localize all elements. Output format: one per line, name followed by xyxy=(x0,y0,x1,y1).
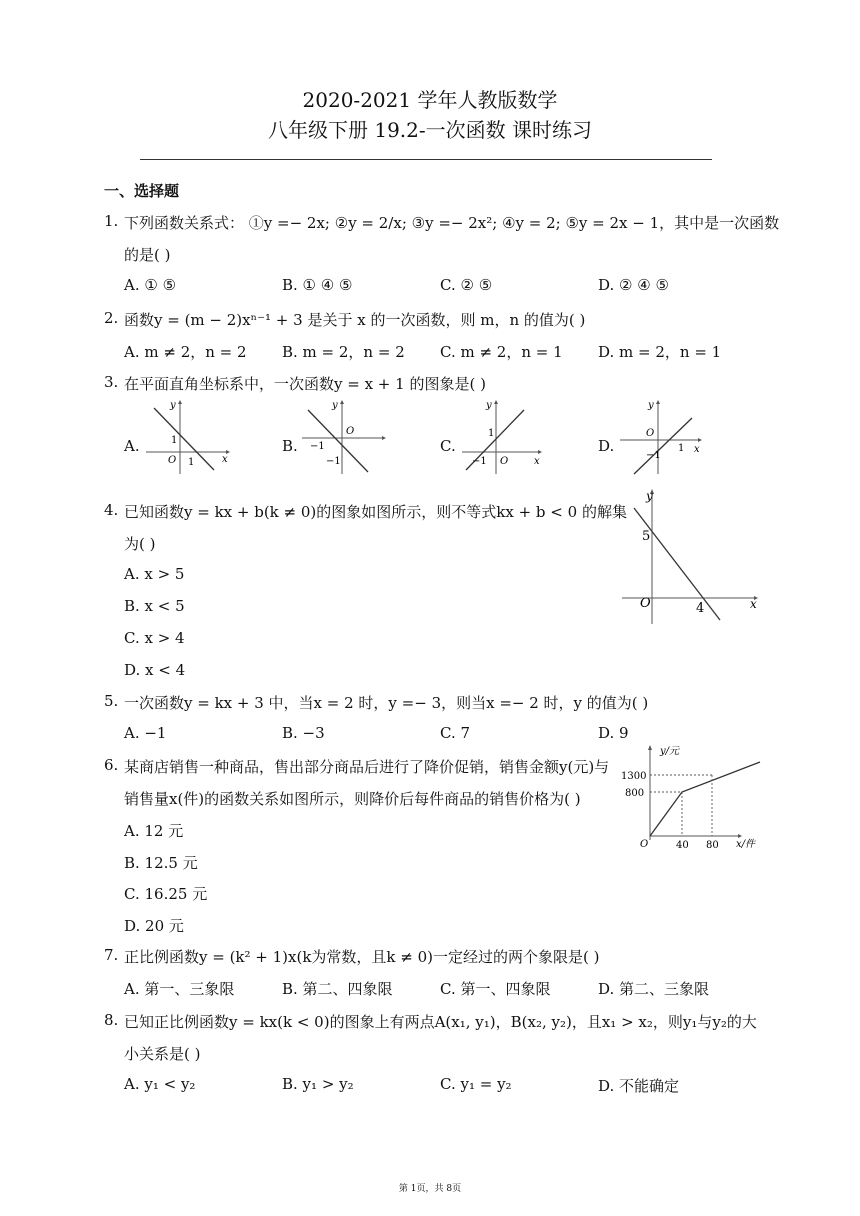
y-axis-label: y xyxy=(648,400,654,411)
option-d[interactable]: D. xyxy=(598,437,615,455)
question-text-cont: 的是( ) xyxy=(124,246,171,264)
graph-option-d xyxy=(616,398,706,476)
y-intercept-label: 5 xyxy=(642,529,651,544)
option-c[interactable]: C. x > 4 xyxy=(124,629,185,647)
graph-q4 xyxy=(612,486,762,632)
question-number: 2. xyxy=(104,309,119,327)
x-axis-label: x/件 xyxy=(736,839,756,850)
question-text-cont: 小关系是( ) xyxy=(124,1045,201,1063)
question-text: 一次函数y = kx + 3 中，当x = 2 时，y =− 3，则当x =− 2 时，y 的值为( ) xyxy=(124,694,649,712)
option-c[interactable]: C. 16.25 元 xyxy=(124,885,208,903)
option-a[interactable]: A. x > 5 xyxy=(124,565,185,583)
option-a[interactable]: A. −1 xyxy=(124,724,167,742)
option-b[interactable]: B. x < 5 xyxy=(124,597,185,615)
graph-q6 xyxy=(620,740,764,852)
tick-label-40: 40 xyxy=(676,840,689,851)
tick-label-1300: 1300 xyxy=(621,771,647,782)
question-number: 5. xyxy=(104,692,119,710)
tick-label: 1 xyxy=(171,435,178,446)
question-text: 函数y = (m − 2)xⁿ⁻¹ + 3 是关于 x 的一次函数，则 m，n 的值为( ) xyxy=(124,311,586,329)
option-c[interactable]: C. y₁ = y₂ xyxy=(440,1075,512,1093)
question-number: 6. xyxy=(104,756,119,774)
tick-label: −1 xyxy=(646,450,661,461)
option-b[interactable]: B. xyxy=(282,437,298,455)
option-a[interactable]: A. m ≠ 2，n = 2 xyxy=(124,343,247,361)
question-text-cont: 为( ) xyxy=(124,535,156,553)
tick-label: 1 xyxy=(678,443,685,454)
option-c[interactable]: C. xyxy=(440,437,456,455)
option-b[interactable]: B. 第二、四象限 xyxy=(282,980,393,998)
tick-label: −1 xyxy=(472,456,487,467)
question-text: 已知函数y = kx + b(k ≠ 0)的图象如图所示，则不等式kx + b < 0 的解集 xyxy=(124,503,627,521)
option-c[interactable]: C. ② ⑤ xyxy=(440,276,493,294)
option-d[interactable]: D. 9 xyxy=(598,724,629,742)
origin-label: O xyxy=(640,596,651,611)
option-d[interactable]: D. x < 4 xyxy=(124,661,186,679)
page-subtitle: 八年级下册 19.2-一次函数 课时练习 xyxy=(267,118,592,142)
question-text: 正比例函数y = (k² + 1)x(k为常数，且k ≠ 0)一定经过的两个象限是( ) xyxy=(124,948,600,966)
question-text: 在平面直角坐标系中，一次函数y = x + 1 的图象是( ) xyxy=(124,375,486,393)
page-footer: 第 1页，共 8页 xyxy=(398,1184,462,1194)
question-text-cont: 销售量x(件)的函数关系如图所示，则降价后每件商品的销售价格为( ) xyxy=(124,790,581,808)
y-axis-label: y xyxy=(170,400,176,411)
tick-label: 1 xyxy=(188,457,195,468)
question-number: 3. xyxy=(104,373,119,391)
option-b[interactable]: B. ① ④ ⑤ xyxy=(282,276,353,294)
question-number: 8. xyxy=(104,1011,119,1029)
option-b[interactable]: B. 12.5 元 xyxy=(124,854,198,872)
tick-label: −1 xyxy=(326,456,341,467)
option-a[interactable]: A. y₁ < y₂ xyxy=(124,1075,196,1093)
origin-label: O xyxy=(500,456,509,467)
question-number: 4. xyxy=(104,501,119,519)
option-d[interactable]: D. 20 元 xyxy=(124,917,184,935)
option-b[interactable]: B. m = 2，n = 2 xyxy=(282,343,405,361)
option-a[interactable]: A. xyxy=(124,437,140,455)
x-axis-label: x xyxy=(750,597,757,611)
option-c[interactable]: C. m ≠ 2，n = 1 xyxy=(440,343,563,361)
x-axis-label: x xyxy=(694,444,700,455)
y-axis-label: y xyxy=(332,400,338,411)
option-c[interactable]: C. 第一、四象限 xyxy=(440,980,551,998)
section-heading: 一、选择题 xyxy=(104,182,180,200)
option-b[interactable]: B. y₁ > y₂ xyxy=(282,1075,354,1093)
origin-label: O xyxy=(646,428,655,439)
title-divider xyxy=(140,159,712,160)
x-axis-label: x xyxy=(222,454,228,465)
graph-option-c xyxy=(458,398,548,476)
option-d[interactable]: D. 不能确定 xyxy=(598,1077,680,1095)
y-axis-label: y/元 xyxy=(660,746,680,757)
option-a[interactable]: A. 第一、三象限 xyxy=(124,980,235,998)
tick-label: −1 xyxy=(310,441,325,452)
origin-label: O xyxy=(168,455,177,466)
page-title: 2020-2021 学年人教版数学 xyxy=(302,88,558,112)
tick-label-80: 80 xyxy=(706,840,719,851)
option-d[interactable]: D. 第二、三象限 xyxy=(598,980,710,998)
question-number: 7. xyxy=(104,946,119,964)
option-b[interactable]: B. −3 xyxy=(282,724,325,742)
origin-label: O xyxy=(640,839,649,850)
option-d[interactable]: D. m = 2，n = 1 xyxy=(598,343,722,361)
question-text: 下列函数关系式： ①y =− 2x; ②y = 2/x; ③y =− 2x²; ④y = 2; ⑤y = 2x − 1，其中是一次函数 xyxy=(124,214,780,232)
x-intercept-label: 4 xyxy=(696,601,705,616)
option-c[interactable]: C. 7 xyxy=(440,724,471,742)
tick-label-800: 800 xyxy=(625,788,645,799)
x-axis-label: x xyxy=(534,456,540,467)
question-text: 某商店销售一种商品，售出部分商品后进行了降价促销，销售金额y(元)与 xyxy=(124,758,610,776)
y-axis-label: y xyxy=(646,489,653,503)
y-axis-label: y xyxy=(486,400,492,411)
option-d[interactable]: D. ② ④ ⑤ xyxy=(598,276,669,294)
graph-option-a xyxy=(142,398,232,476)
graph-option-b xyxy=(298,398,388,476)
origin-label: O xyxy=(346,426,355,437)
option-a[interactable]: A. 12 元 xyxy=(124,822,184,840)
option-a[interactable]: A. ① ⑤ xyxy=(124,276,177,294)
question-text: 已知正比例函数y = kx(k < 0)的图象上有两点A(x₁, y₁)，B(x₂, y₂)，且x₁ > x₂，则y₁与y₂的大 xyxy=(124,1013,757,1031)
question-number: 1. xyxy=(104,212,119,230)
tick-label: 1 xyxy=(488,428,495,439)
